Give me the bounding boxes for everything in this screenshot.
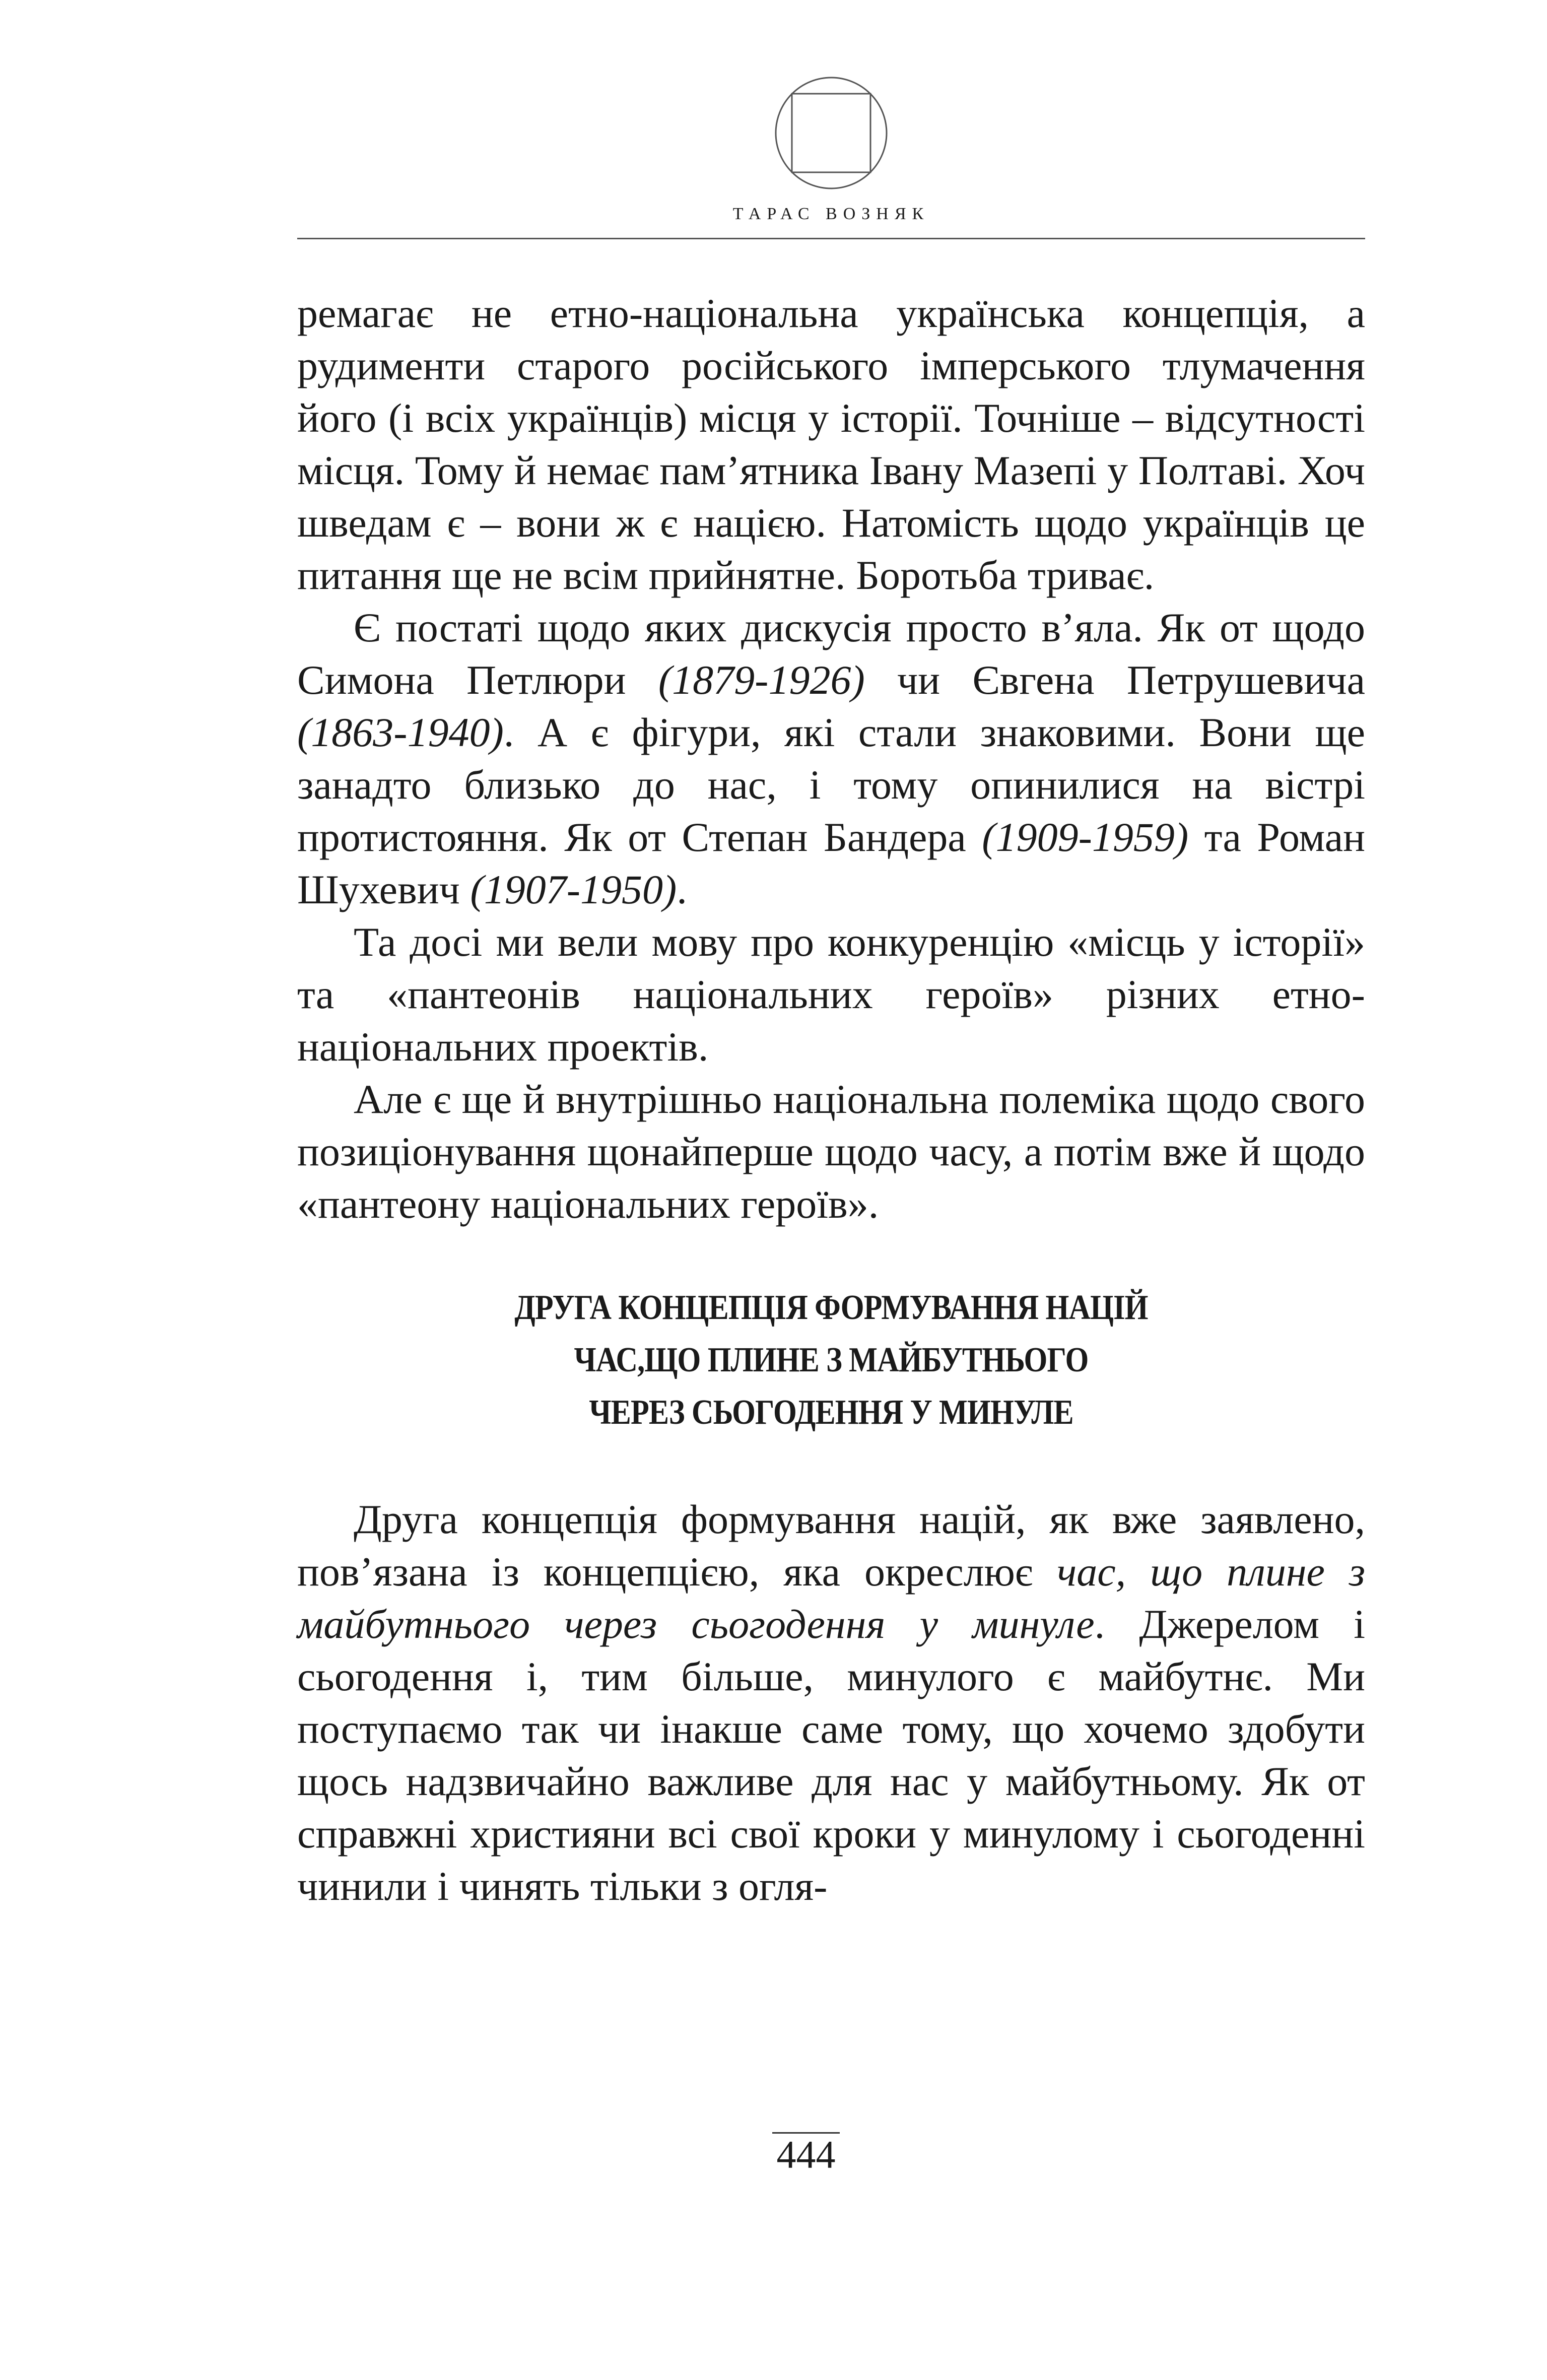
section-heading-line: ЧАС,ЩО ПЛИНЕ З МАЙБУТНЬОГО xyxy=(574,1341,1089,1379)
running-header-author: ТАРАС ВОЗНЯК xyxy=(732,205,930,223)
text-run: . Джерелом і сьогодення і, тим більше, минулого є майбутнє. Ми поступаємо так чи інакше саме тому, що хочемо здобути щось надзвичайно важливе для нас у майбутньому. Як от справжні християни всі свої кроки у минулому і сьогоденні чинили і чинять тільки з огля- xyxy=(297,1601,1365,1909)
text-run: . А є фігури, які стали знаковими. Вони ще занадто близько до нас, і тому опинилися на вістрі протистояння. Як от Степан Бандера xyxy=(297,709,1365,860)
running-header xyxy=(297,65,1365,242)
italic-text: (1863-1940) xyxy=(297,709,504,755)
section-paragraphs xyxy=(297,1493,1365,1912)
italic-text: час, що плине з майбутнього через сьогодення у минуле xyxy=(297,1549,1365,1647)
section-heading xyxy=(372,1282,1290,1439)
section-heading-line: ДРУГА КОНЦЕПЦІЯ ФОРМУВАННЯ НАЦІЙ xyxy=(514,1288,1148,1327)
section-heading-line: ЧЕРЕЗ СЬОГОДЕННЯ У МИНУЛЕ xyxy=(589,1393,1073,1432)
circle-square-emblem-icon xyxy=(773,75,890,191)
italic-text: (1879-1926) xyxy=(658,657,865,703)
body-paragraph xyxy=(297,1493,1365,1912)
page-number: 444 xyxy=(776,2133,836,2176)
body-paragraph xyxy=(297,287,1365,602)
text-run: Та досі ми вели мову про конкуренцію «місць у історії» та «пантеонів національних героїв» різних етно-національних проектів. xyxy=(297,919,1365,1070)
body-paragraphs xyxy=(297,287,1365,1230)
header-divider xyxy=(297,238,1365,239)
text-run: . xyxy=(677,867,687,912)
body-paragraph xyxy=(297,916,1365,1073)
page-footer xyxy=(746,2132,866,2175)
body-paragraph xyxy=(297,602,1365,916)
text-run: ремагає не етно-національна українська концепція, а рудименти старого російського імперського тлумачення його (і всіх українців) місця у історії. Точніше – відсутності місця. Тому й немає пам’ятника Івану Мазепі у Полтаві. Хоч шведам є – вони ж є нацією. Натомість щодо українців це питання ще не всім прийнятне. Боротьба триває. xyxy=(297,290,1365,598)
italic-text: (1909-1959) xyxy=(982,814,1189,860)
italic-text: (1907-1950) xyxy=(470,867,677,912)
page-body xyxy=(297,287,1365,1912)
text-run: чи Євгена Петрушевича xyxy=(864,657,1366,703)
text-run: та Роман Шухевич xyxy=(297,814,1365,912)
body-paragraph xyxy=(297,1073,1365,1230)
text-run: Є постаті щодо яких дискусія просто в’яла. Як от щодо Симона Петлюри xyxy=(297,605,1365,703)
text-run: Друга концепція формування націй, як вже заявлено, пов’язана із концепцією, яка окреслює xyxy=(297,1496,1365,1595)
text-run: Але є ще й внутрішньо національна полеміка щодо свого позиціонування щонайперше щодо часу, а потім вже й щодо «пантеону національних героїв». xyxy=(297,1076,1365,1227)
